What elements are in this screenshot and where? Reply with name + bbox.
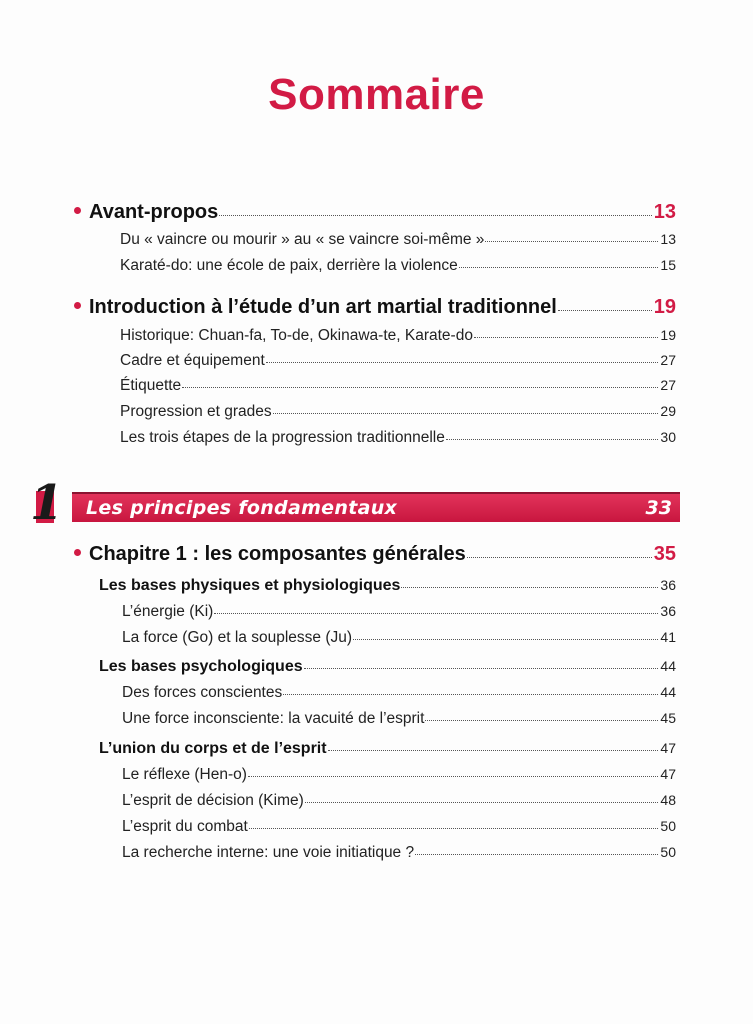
subsection-label: Les bases physiques et physiologiques	[99, 577, 401, 594]
leader-dots	[219, 215, 651, 216]
leader-dots	[558, 310, 652, 311]
toc-section-avant-propos[interactable]	[74, 201, 676, 224]
part-page: 33	[645, 497, 672, 519]
entry-page: 27	[660, 352, 676, 368]
toc-entry[interactable]	[122, 766, 676, 784]
part-banner[interactable]	[72, 492, 680, 522]
leader-dots	[214, 613, 658, 614]
section-label: Chapitre 1 : les composantes générales	[89, 543, 466, 565]
toc-entry[interactable]	[122, 603, 676, 621]
entry-page: 50	[660, 844, 676, 860]
leader-dots	[415, 854, 658, 855]
entry-label: L’esprit du combat	[122, 818, 248, 835]
entry-label: Karaté-do: une école de paix, derrière la violence	[120, 257, 458, 274]
section-label: Introduction à l’étude d’un art martial traditionnel	[89, 296, 557, 318]
section-page: 35	[653, 543, 676, 565]
entry-label: Historique: Chuan-fa, To-de, Okinawa-te, Karate-do	[120, 327, 473, 344]
leader-dots	[485, 241, 658, 242]
entry-page: 48	[660, 792, 676, 808]
toc-entry[interactable]	[122, 818, 676, 836]
toc-entry[interactable]	[120, 327, 676, 345]
leader-dots	[401, 587, 658, 588]
subsection-page: 36	[660, 577, 676, 593]
subsection-page: 47	[660, 740, 676, 756]
entry-page: 47	[660, 766, 676, 782]
toc-entry[interactable]	[122, 684, 676, 702]
toc-entry[interactable]	[120, 352, 676, 370]
leader-dots	[474, 337, 658, 338]
entry-page: 27	[660, 377, 676, 393]
leader-dots	[304, 668, 659, 669]
leader-dots	[328, 750, 659, 751]
entry-page: 29	[660, 403, 676, 419]
subsection-page: 44	[660, 658, 676, 674]
toc-entry[interactable]	[122, 844, 676, 862]
bullet-icon	[74, 302, 81, 309]
entry-label: Cadre et équipement	[120, 352, 265, 369]
entry-page: 50	[660, 818, 676, 834]
entry-label: Du « vaincre ou mourir » au « se vaincre soi-même »	[120, 231, 485, 248]
section-label: Avant-propos	[89, 201, 219, 223]
leader-dots	[446, 439, 659, 440]
toc-entry[interactable]	[122, 710, 676, 728]
entry-page: 44	[660, 684, 676, 700]
entry-page: 30	[660, 429, 676, 445]
entry-label: La force (Go) et la souplesse (Ju)	[122, 629, 353, 646]
toc-entry[interactable]	[120, 257, 676, 275]
entry-page: 15	[660, 257, 676, 273]
entry-label: Le réflexe (Hen-o)	[122, 766, 247, 783]
entry-label: L’énergie (Ki)	[122, 603, 214, 620]
part-title: Les principes fondamentaux	[86, 497, 398, 519]
subsection-label: L’union du corps et de l’esprit	[99, 740, 327, 757]
subsection-label: Les bases psychologiques	[99, 658, 303, 675]
toc-entry[interactable]	[120, 377, 676, 395]
leader-dots	[248, 776, 659, 777]
bullet-icon	[74, 207, 81, 214]
leader-dots	[353, 639, 658, 640]
toc-section-introduction[interactable]	[74, 296, 676, 319]
toc-subsection[interactable]	[99, 658, 676, 676]
leader-dots	[305, 802, 659, 803]
toc-subsection[interactable]	[99, 740, 676, 758]
toc-entry[interactable]	[120, 231, 676, 249]
toc-entry[interactable]	[122, 792, 676, 810]
leader-dots	[467, 557, 652, 558]
leader-dots	[182, 387, 658, 388]
entry-page: 19	[660, 327, 676, 343]
toc-entry[interactable]	[120, 403, 676, 421]
leader-dots	[266, 362, 659, 363]
entry-label: L’esprit de décision (Kime)	[122, 792, 304, 809]
section-page: 19	[653, 296, 676, 318]
entry-label: Étiquette	[120, 377, 182, 394]
entry-page: 41	[660, 629, 676, 645]
leader-dots	[273, 413, 659, 414]
leader-dots	[425, 720, 658, 721]
entry-label: Une force inconsciente: la vacuité de l’esprit	[122, 710, 425, 727]
entry-page: 13	[660, 231, 676, 247]
page-title: Sommaire	[268, 70, 485, 119]
entry-label: Les trois étapes de la progression traditionnelle	[120, 429, 445, 446]
toc-entry[interactable]	[122, 629, 676, 647]
leader-dots	[283, 694, 658, 695]
toc-entry[interactable]	[120, 429, 676, 447]
leader-dots	[459, 267, 659, 268]
toc-subsection[interactable]	[99, 577, 676, 595]
leader-dots	[249, 828, 659, 829]
toc-section-chapitre-1[interactable]	[74, 543, 676, 566]
section-page: 13	[653, 201, 676, 223]
entry-label: La recherche interne: une voie initiatique ?	[122, 844, 415, 861]
part-number: 1	[30, 475, 64, 531]
entry-label: Progression et grades	[120, 403, 272, 420]
entry-page: 36	[660, 603, 676, 619]
entry-page: 45	[660, 710, 676, 726]
bullet-icon	[74, 549, 81, 556]
entry-label: Des forces conscientes	[122, 684, 283, 701]
